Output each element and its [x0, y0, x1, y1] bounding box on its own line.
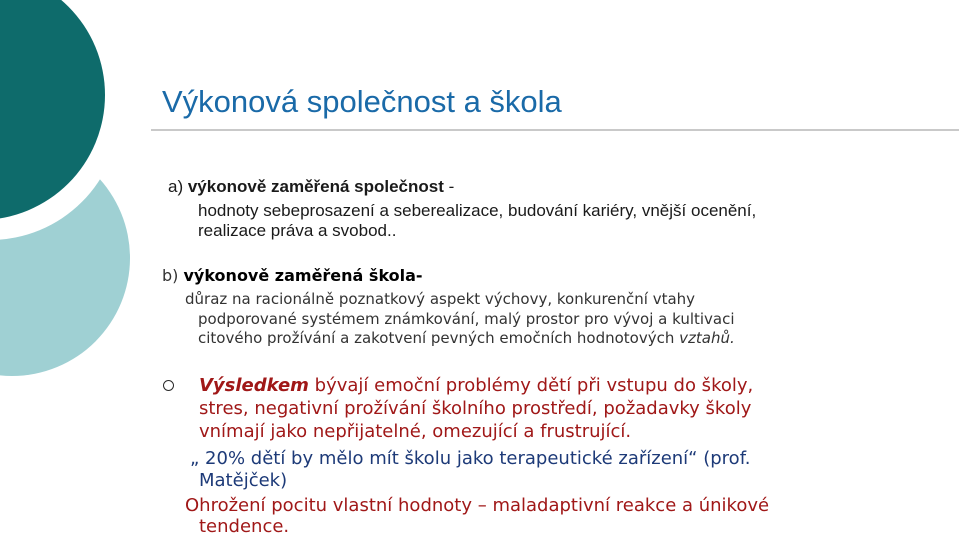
section-b-last-word: vztahů. [679, 329, 735, 347]
threat-line: tendence. [199, 516, 290, 537]
section-a-heading [168, 178, 454, 195]
decorative-shapes [0, 0, 130, 538]
section-b-heading [162, 268, 423, 284]
threat-line: Ohrožení pocitu vlastní hodnoty – maladaptivní reakce a únikové [185, 495, 770, 516]
result-line [199, 377, 753, 395]
result-line-text: bývají emoční problémy dětí při vstupu do školy, [308, 375, 754, 396]
section-a-line: realizace práva a svobod.. [198, 221, 397, 240]
quote-line: „ 20% dětí by mělo mít školu jako terapeutické zařízení“ (prof. [190, 448, 751, 469]
white-ring-circle [0, 0, 120, 240]
section-b-line [198, 331, 735, 346]
section-b-title: výkonově zaměřená škola- [183, 266, 423, 285]
section-a-suffix: - [443, 177, 455, 196]
section-a-line: hodnoty sebeprosazení a seberealizace, budování kariéry, vnější ocenění, [198, 201, 757, 220]
page-title: Výkonová společnost a škola [162, 84, 562, 119]
section-b-line-text: citového prožívání a zakotvení pevných emočních hodnotových [198, 329, 680, 347]
result-lead: Výsledkem [199, 375, 309, 396]
light-teal-circle [0, 140, 130, 376]
section-b-prefix: b) [162, 266, 184, 285]
result-line: vnímají jako nepřijatelné, omezující a frustrující. [199, 421, 632, 442]
quote-line: Matějček) [199, 470, 288, 491]
title-divider [151, 129, 959, 131]
section-b-line: podporované systémem známkování, malý prostor pro vývoj a kultivaci [198, 310, 735, 328]
section-a-title: výkonově zaměřená společnost [187, 177, 444, 196]
bullet-circle-icon [163, 380, 174, 391]
result-line: stres, negativní prožívání školního prostředí, požadavky školy [199, 398, 752, 419]
dark-teal-circle [0, 0, 105, 220]
section-b-line: důraz na racionálně poznatkový aspekt výchovy, konkurenční vtahy [185, 290, 696, 308]
section-a-prefix: a) [168, 177, 188, 196]
